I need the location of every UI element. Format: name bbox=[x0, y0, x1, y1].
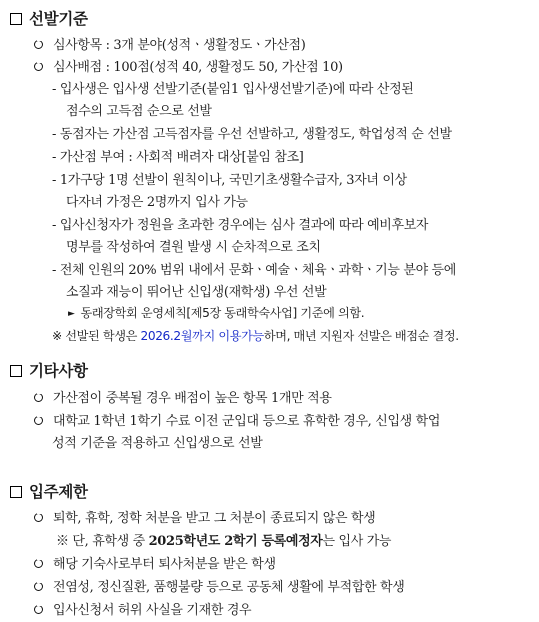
section-title-selection: 선발기준 bbox=[10, 7, 88, 29]
selection-sub-item-cont: 명부를 작성하여 결원 발생 시 순차적으로 조치 bbox=[66, 240, 321, 255]
bullet-circle-icon bbox=[34, 605, 43, 614]
triangle-right-icon: ► bbox=[68, 309, 75, 319]
other-item-cont: 성적 기준을 적용하고 신입생으로 선발 bbox=[52, 436, 263, 451]
selection-sub-item-cont: 점수의 고득점 순으로 선발 bbox=[66, 104, 212, 119]
bullet-circle-icon bbox=[34, 40, 43, 49]
selection-footnote: ※ 선발된 학생은 2026.2월까지 이용가능하며, 매년 지원자 선발은 배점순 결정. bbox=[52, 329, 459, 343]
bullet-circle-icon bbox=[34, 416, 43, 425]
section-title-other: 기타사항 bbox=[10, 359, 88, 381]
restriction-item: 입사신청서 허위 사실을 기재한 경우 bbox=[34, 599, 251, 618]
checkbox-square-icon bbox=[10, 13, 22, 25]
restriction-item-note: ※ 단, 휴학생 중 2025학년도 2학기 등록예정자는 입사 가능 bbox=[56, 534, 392, 549]
selection-sub-item: - 입사신청자가 정원을 초과한 경우에는 심사 결과에 따라 예비후보자 bbox=[52, 218, 429, 233]
other-item: 가산점이 중복될 경우 배점이 높은 항목 1개만 적용 bbox=[34, 387, 332, 406]
selection-sub-item-cont: 소질과 재능이 뛰어난 신입생(재학생) 우선 선발 bbox=[66, 285, 327, 300]
selection-item-points: 심사배점 : 100점(성적 40, 생활정도 50, 가산점 10) bbox=[34, 56, 343, 75]
checkbox-square-icon bbox=[10, 486, 22, 498]
selection-sub-item: - 전체 인원의 20% 범위 내에서 문화ㆍ예술ㆍ체육ㆍ과학ㆍ기능 분야 등에 bbox=[52, 263, 456, 278]
selection-sub-note: ► 동래장학회 운영세칙[제5장 동래학숙사업] 기준에 의함. bbox=[68, 306, 365, 320]
bullet-circle-icon bbox=[34, 62, 43, 71]
selection-sub-item: - 입사생은 입사생 선발기준(붙임1 입사생선발기준)에 따라 산정된 bbox=[52, 82, 414, 97]
selection-sub-item: - 1가구당 1명 선발이 원칙이나, 국민기초생활수급자, 3자녀 이상 bbox=[52, 173, 407, 188]
selection-sub-item-cont: 다자녀 가정은 2명까지 입사 가능 bbox=[66, 195, 248, 210]
selection-sub-item: - 가산점 부여 : 사회적 배려자 대상[붙임 참조] bbox=[52, 150, 304, 165]
section-title-restriction: 입주제한 bbox=[10, 480, 88, 502]
checkbox-square-icon bbox=[10, 365, 22, 377]
bullet-circle-icon bbox=[34, 513, 43, 522]
restriction-item: 전염성, 정신질환, 품행불량 등으로 공동체 생활에 부적합한 학생 bbox=[34, 576, 404, 595]
bullet-circle-icon bbox=[34, 559, 43, 568]
restriction-item: 해당 기숙사로부터 퇴사처분을 받은 학생 bbox=[34, 553, 276, 572]
restriction-item: 퇴학, 휴학, 정학 처분을 받고 그 처분이 종료되지 않은 학생 bbox=[34, 507, 375, 526]
selection-sub-item: - 동점자는 가산점 고득점자를 우선 선발하고, 생활정도, 학업성적 순 선발 bbox=[52, 127, 452, 142]
other-item: 대학교 1학년 1학기 수료 이전 군입대 등으로 휴학한 경우, 신입생 학업 bbox=[34, 410, 440, 429]
bullet-circle-icon bbox=[34, 582, 43, 591]
selection-item-criteria: 심사항목 : 3개 분야(성적ㆍ생활정도ㆍ가산점) bbox=[34, 34, 306, 53]
bullet-circle-icon bbox=[34, 393, 43, 402]
